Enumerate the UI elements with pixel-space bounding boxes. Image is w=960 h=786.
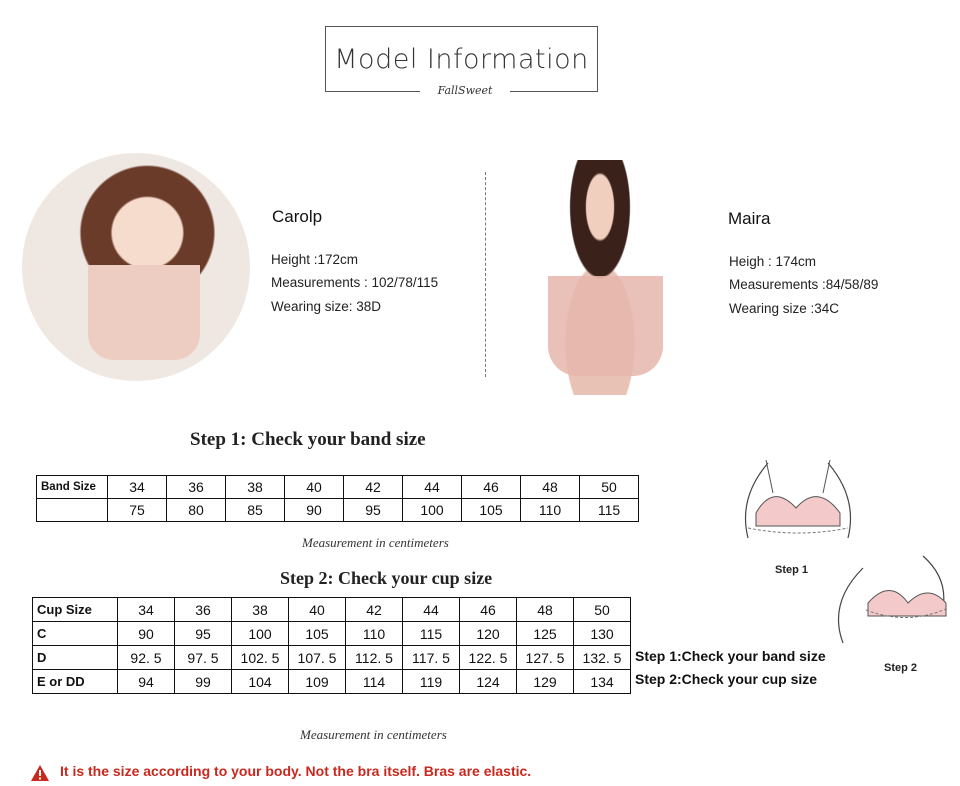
table-cell: 120 [460,622,517,646]
table-cell: 42 [346,598,403,622]
table-cell: D [33,646,118,670]
table-cell: 110 [521,499,580,522]
table-cell: 102. 5 [232,646,289,670]
table-cell: 130 [574,622,631,646]
table-cell: 50 [574,598,631,622]
table-cell: 127. 5 [517,646,574,670]
table-cell [37,499,108,522]
table-cell: 129 [517,670,574,694]
step1-heading: Step 1: Check your band size [190,429,426,450]
warning-text: It is the size according to your body. Not the bra itself. Bras are elastic. [60,763,532,779]
table-cell: 36 [167,476,226,499]
table-cell: 50 [580,476,639,499]
table-cell: 100 [232,622,289,646]
warning-icon [30,764,50,782]
illustration-step2-label: Step 2 [884,662,918,674]
table-cell: 109 [289,670,346,694]
title-underline-left [325,91,420,92]
table-cell: 100 [403,499,462,522]
model-measurements: Measurements : 102/78/115 [271,275,439,290]
step2-heading: Step 2: Check your cup size [280,568,493,588]
table-cell: E or DD [33,670,118,694]
table-cell: 122. 5 [460,646,517,670]
table-cell: 125 [517,622,574,646]
table-cell: 90 [118,622,175,646]
table-cell: 92. 5 [118,646,175,670]
table-cell: 44 [403,598,460,622]
table-cell: 124 [460,670,517,694]
table-row [33,670,631,694]
table-cell: 90 [285,499,344,522]
brand-logo: FallSweet [437,84,493,97]
instruction-step2: Step 2:Check your cup size [635,671,818,687]
table-cell: 42 [344,476,403,499]
model-divider [485,172,486,377]
table-cell: 95 [175,622,232,646]
table-cell: 75 [108,499,167,522]
table-cell: 115 [580,499,639,522]
table-cell: 105 [289,622,346,646]
table-cell: 85 [226,499,285,522]
title-underline-right [510,91,598,92]
table-cell: 44 [403,476,462,499]
model-photo-maira-bra [548,276,663,376]
table-cell: 38 [232,598,289,622]
table-cell: 132. 5 [574,646,631,670]
illustration-step1-label: Step 1 [775,564,809,576]
cup-measure-illustration [828,548,958,658]
table-cell: 95 [344,499,403,522]
model-name: Carolp [272,207,323,226]
table-row [37,476,639,499]
table-cell: 107. 5 [289,646,346,670]
model-wearing-size: Wearing size :34C [729,301,840,316]
table-cell: 40 [289,598,346,622]
model-name: Maira [728,209,771,228]
model-wearing-size: Wearing size: 38D [271,299,382,314]
model-photo-carolp-bra [88,265,200,360]
band-measure-illustration [728,438,868,550]
table-cell: 105 [462,499,521,522]
table-cell: 34 [108,476,167,499]
table-cell: 114 [346,670,403,694]
table-cell: 94 [118,670,175,694]
band-size-table [36,475,639,522]
table-cell: 117. 5 [403,646,460,670]
table-cell: 46 [462,476,521,499]
table-row [33,646,631,670]
page-title: Model Information [334,44,589,75]
table-cell: 104 [232,670,289,694]
step2-caption: Measurement in centimeters [300,727,447,742]
table-row [37,499,639,522]
table-cell: 38 [226,476,285,499]
table-cell: C [33,622,118,646]
table-cell: 110 [346,622,403,646]
table-cell: 134 [574,670,631,694]
cup-size-table [32,597,631,694]
table-cell: 48 [521,476,580,499]
table-cell: 46 [460,598,517,622]
model-height: Height :172cm [271,252,359,267]
table-cell: 36 [175,598,232,622]
table-cell: 48 [517,598,574,622]
table-cell: Band Size [37,476,108,499]
instruction-step1: Step 1:Check your band size [635,648,826,664]
step1-caption: Measurement in centimeters [302,535,449,550]
table-cell: 80 [167,499,226,522]
table-cell: 115 [403,622,460,646]
table-cell: 119 [403,670,460,694]
table-cell: 40 [285,476,344,499]
model-height: Heigh : 174cm [729,254,817,269]
table-cell: Cup Size [33,598,118,622]
table-row [33,598,631,622]
table-row [33,622,631,646]
table-cell: 34 [118,598,175,622]
table-cell: 99 [175,670,232,694]
table-cell: 112. 5 [346,646,403,670]
model-measurements: Measurements :84/58/89 [729,277,879,292]
table-cell: 97. 5 [175,646,232,670]
